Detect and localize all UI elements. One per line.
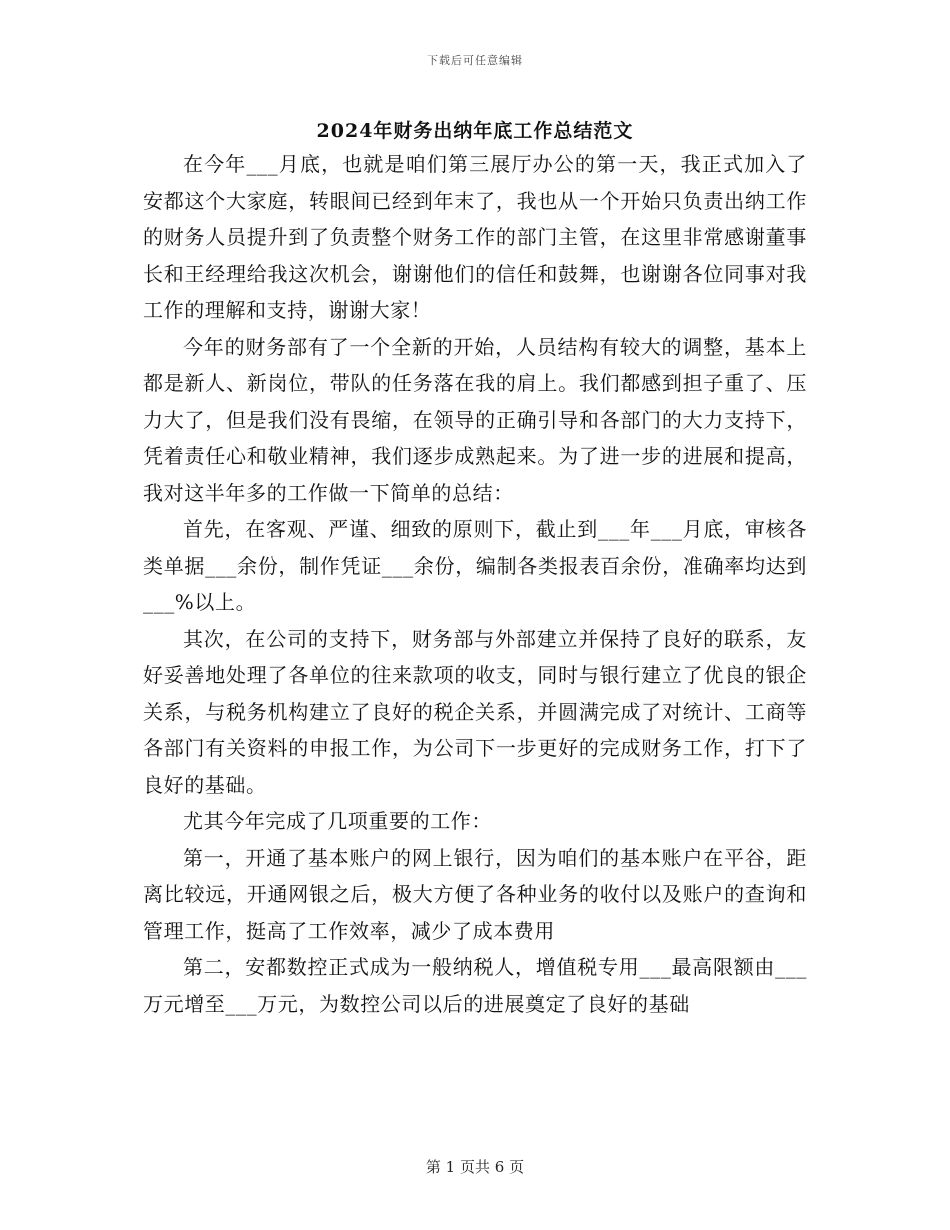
paragraph-key-work-intro: 尤其今年完成了几项重要的工作： [183,809,492,833]
page-header-note: 下载后可任意编辑 [427,54,523,67]
page-number-footer: 第 1 页共 6 页 [425,1158,525,1176]
document-title: 2024年财务出纳年底工作总结范文 [316,120,634,142]
paragraph-item-one: 第一，开通了基本账户的网上银行，因为咱们的基本账户在平谷，距离比较远，开通网银之后，极大方便了各种业务的收付以及账户的查询和管理工作，挺高了工作效率，减少了成本费用 [143,845,807,943]
paragraph-second: 其次，在公司的支持下，财务部与外部建立并保持了良好的联系，友好妥善地处理了各单位的往来款项的收支，同时与银行建立了优良的银企关系，与税务机构建立了良好的税企关系，并圆满完成了对统计、工商等各部门有关资料的申报工作，为公司下一步更好的完成财务工作，打下了良好的基础。 [143,626,807,797]
paragraph-new-start: 今年的财务部有了一个全新的开始，人员结构有较大的调整，基本上都是新人、新岗位，带队的任务落在我的肩上。我们都感到担子重了、压力大了，但是我们没有畏缩，在领导的正确引导和各部门的大力支持下，凭着责任心和敬业精神，我们逐步成熟起来。为了进一步的进展和提高，我对这半年多的工作做一下简单的总结： [143,334,807,505]
paragraph-intro: 在今年___月底，也就是咱们第三展厅办公的第一天，我正式加入了安都这个大家庭，转眼间已经到年末了，我也从一个开始只负责出纳工作的财务人员提升到了负责整个财务工作的部门主管，在这里非常感谢董事长和王经理给我这次机会，谢谢他们的信任和鼓舞，也谢谢各位同事对我工作的理解和支持，谢谢大家！ [143,152,807,322]
document-body [143,146,807,1022]
paragraph-item-two: 第二，安都数控正式成为一般纳税人，增值税专用___最高限额由___万元增至___万元，为数控公司以后的进展奠定了良好的基础 [143,955,807,1016]
paragraph-first: 首先，在客观、严谨、细致的原则下，截止到___年___月底，审核各类单据___余份，制作凭证___余份，编制各类报表百余份，准确率均达到___%以上。 [143,517,807,614]
